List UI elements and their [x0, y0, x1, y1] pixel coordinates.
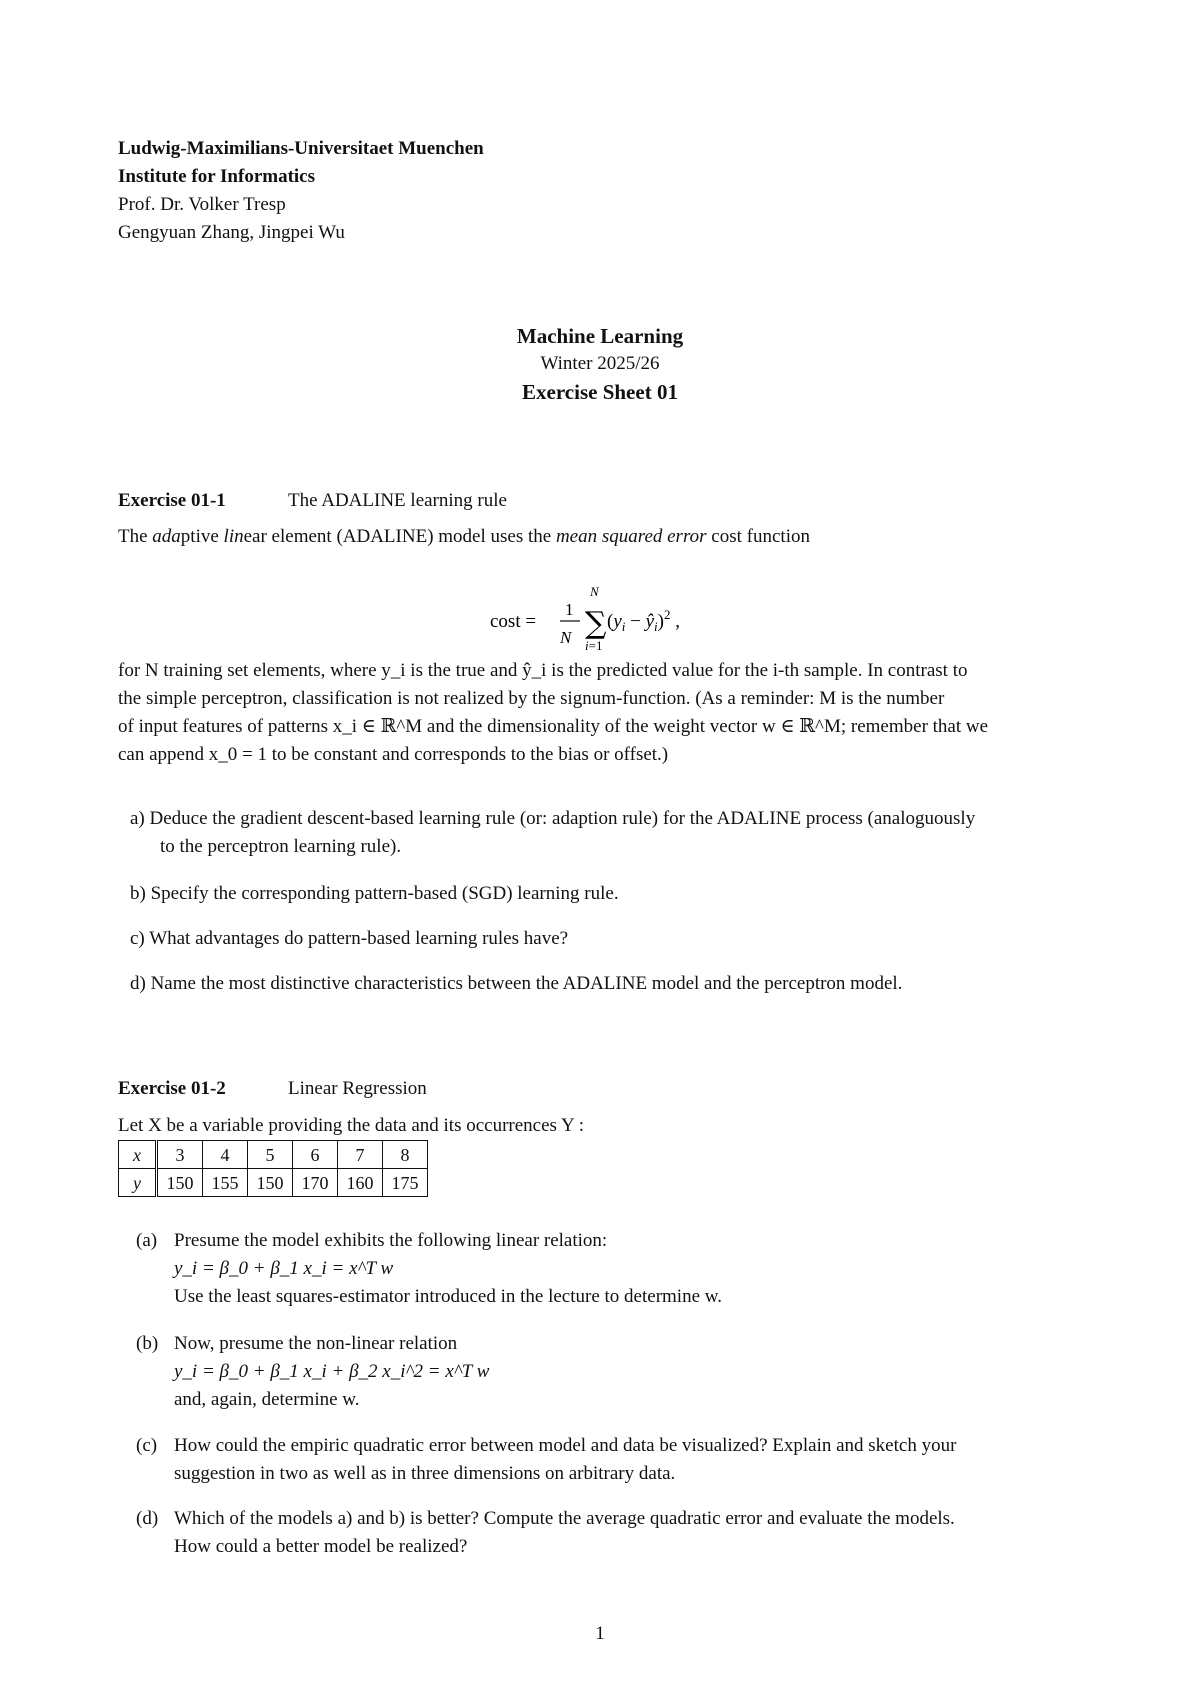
semester: Winter 2025/26 — [540, 353, 660, 374]
course-title: Machine Learning — [516, 324, 684, 348]
cost-formula — [0, 582, 1200, 650]
data-table — [118, 1140, 428, 1197]
table-cell: 5 — [248, 1141, 293, 1169]
exercise-2-part-a: (a) Presume the model exhibits the following linear relation: y_i = β_0 + β_1 x_i = x^T w Use the least squares-estimator introduced in the lecture to determine w. — [136, 1227, 1106, 1311]
table-row-y — [119, 1169, 428, 1197]
sheet-title: Exercise Sheet 01 — [522, 380, 678, 404]
table-cell: 175 — [383, 1169, 428, 1197]
document-header — [118, 135, 484, 247]
exercise-1-item-b: b) Specify the corresponding pattern-based (SGD) learning rule. — [130, 883, 619, 904]
sheet-title-block — [0, 322, 1200, 406]
svg-text:N: N — [590, 584, 599, 599]
table-cell: 155 — [203, 1169, 248, 1197]
table-cell: 7 — [338, 1141, 383, 1169]
svg-text:∑: ∑ — [585, 606, 607, 641]
table-cell: 150 — [248, 1169, 293, 1197]
exercise-1-item-d: d) Name the most distinctive characteristics between the ADALINE model and the perceptron model. — [130, 973, 903, 994]
university-name: Ludwig-Maximilians-Universitaet Muenchen — [118, 138, 484, 159]
institute-name: Institute for Informatics — [118, 166, 316, 187]
assistant-names: Gengyuan Zhang, Jingpei Wu — [118, 222, 345, 243]
exercise-1-name: The ADALINE learning rule — [288, 490, 507, 511]
exercise-1-heading — [118, 487, 507, 515]
formula-lhs: cost = — [490, 611, 537, 632]
table-header-y: y — [119, 1169, 157, 1197]
quadratic-model-formula: y_i = β_0 + β_1 x_i + β_2 x_i^2 = x^T w — [174, 1361, 490, 1382]
table-header-x: x — [119, 1141, 157, 1169]
svg-text:N: N — [560, 628, 572, 647]
linear-model-formula: y_i = β_0 + β_1 x_i = x^T w — [174, 1258, 394, 1279]
table-cell: 160 — [338, 1169, 383, 1197]
svg-text:1: 1 — [565, 600, 574, 619]
table-cell: 3 — [157, 1141, 203, 1169]
exercise-2-intro: Let X be a variable providing the data and its occurrences Y : — [118, 1115, 585, 1136]
table-cell: 8 — [383, 1141, 428, 1169]
exercise-2-number: Exercise 01-2 — [118, 1078, 226, 1099]
svg-text:(yi − ŷi)2 ,: ($y_i$ − $ŷ_i)^2$ , — [607, 607, 680, 634]
exercise-2-part-c: (c) How could the empiric quadratic error between model and data be visualized? Explain and sketch your suggestion in two as well as in three dimensions on arbitrary data. — [136, 1435, 957, 1484]
exercise-1-description — [118, 657, 1098, 769]
exercise-1-intro: The adaptive linear element (ADALINE) model uses the mean squared error cost function — [118, 526, 810, 547]
svg-text:i=1: i=1 — [585, 638, 603, 650]
page-number: 1 — [595, 1623, 605, 1644]
table-cell: 6 — [293, 1141, 338, 1169]
exercise-2-part-d: (d) Which of the models a) and b) is better? Compute the average quadratic error and evaluate the models. How could a better model be realized? — [136, 1508, 955, 1557]
desc-line-3: of input features of patterns x_i ∈ ℝ^M and the dimensionality of the weight vector w ∈ ℝ^M; remember that we — [118, 716, 989, 737]
table-cell: 170 — [293, 1169, 338, 1197]
desc-line-4: can append x_0 = 1 to be constant and corresponds to the bias or offset.) — [118, 744, 669, 765]
table-cell: 150 — [157, 1169, 203, 1197]
exercise-1-item-a: a) Deduce the gradient descent-based learning rule (or: adaption rule) for the ADALINE process (analoguously to the perceptron learning rule). — [130, 808, 976, 857]
cost-formula-svg — [0, 570, 1200, 650]
exercise-2-part-b: (b) Now, presume the non-linear relation y_i = β_0 + β_1 x_i + β_2 x_i^2 = x^T w and, again, determine w. — [136, 1330, 1106, 1414]
desc-line-2: the simple perceptron, classification is not realized by the signum-function. (As a reminder: M is the number — [118, 688, 945, 709]
professor-name: Prof. Dr. Volker Tresp — [118, 194, 286, 215]
desc-line-1: for N training set elements, where y_i is the true and ŷ_i is the predicted value for the i-th sample. In contrast to — [118, 660, 968, 681]
exercise-2-heading — [118, 1075, 427, 1103]
exercise-1-number: Exercise 01-1 — [118, 490, 226, 511]
table-cell: 4 — [203, 1141, 248, 1169]
table-row-x — [119, 1141, 428, 1169]
exercise-1-item-c: c) What advantages do pattern-based learning rules have? — [130, 928, 569, 949]
exercise-2-name: Linear Regression — [288, 1078, 427, 1099]
